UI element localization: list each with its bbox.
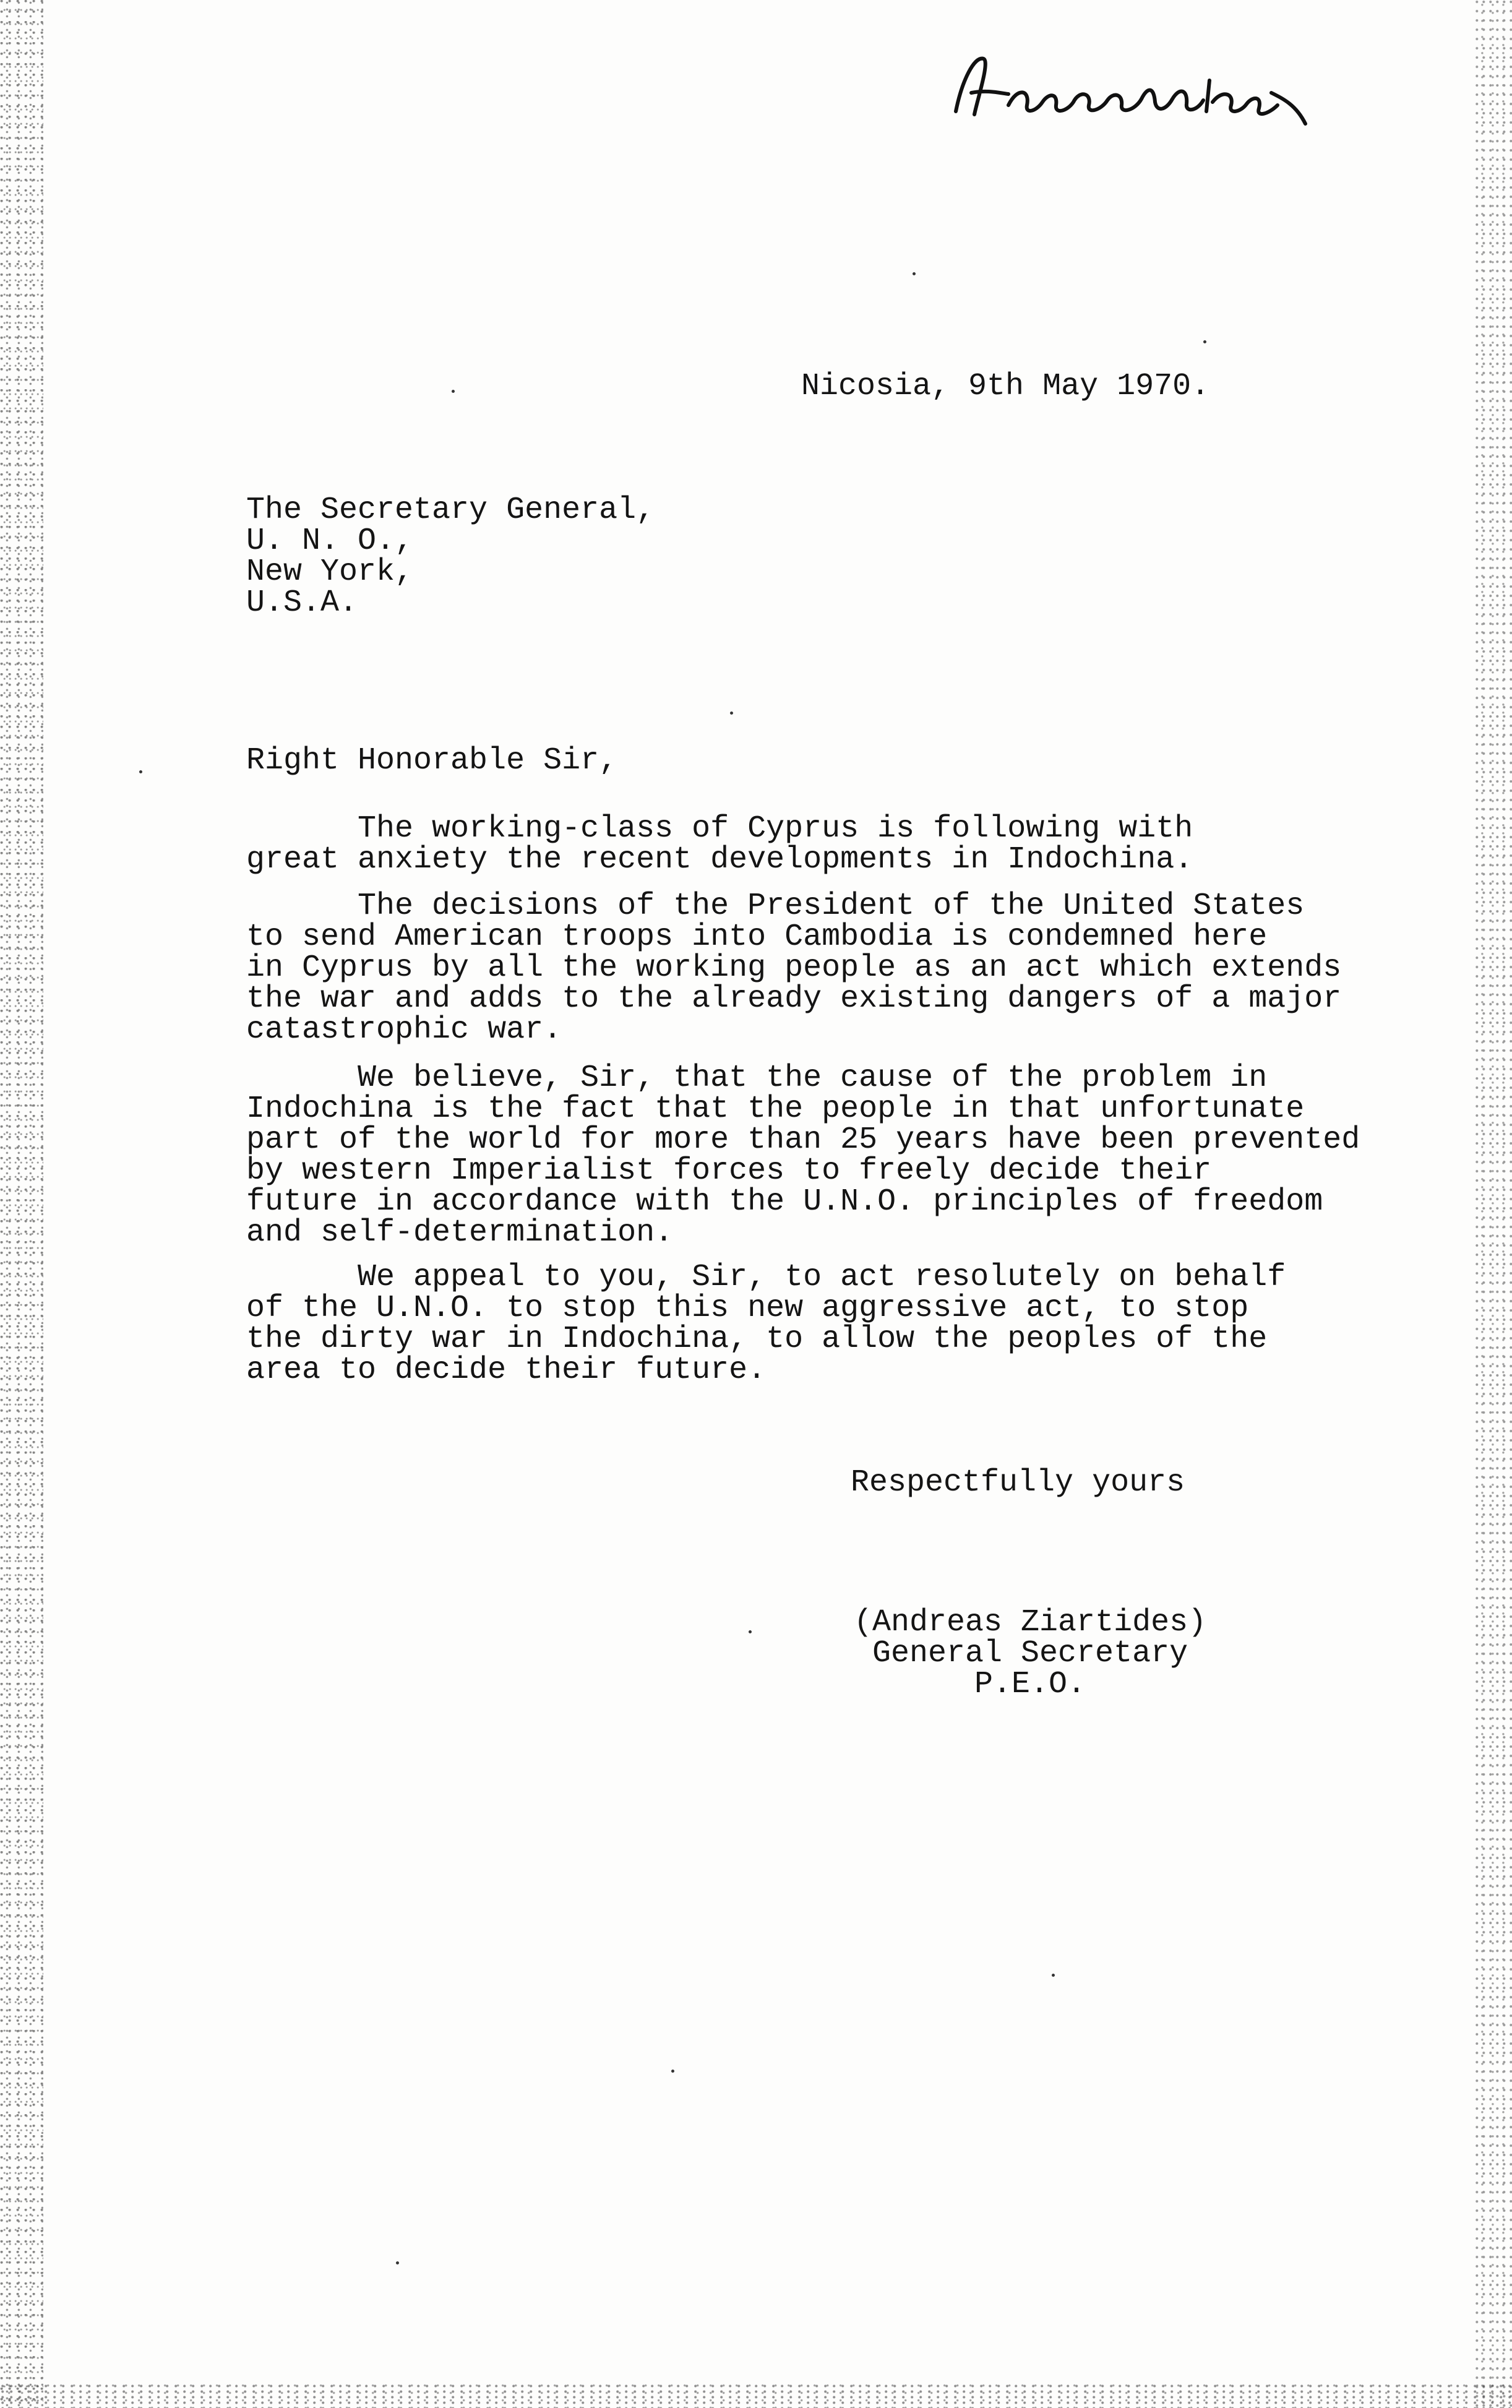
- paragraph-1: [246, 811, 1193, 877]
- recipient-line: U. N. O.,: [246, 523, 414, 559]
- paragraph-3: [246, 1060, 1360, 1250]
- handwritten-signature-mark: [950, 43, 1321, 142]
- paragraph-line: the war and adds to the already existing dangers of a major: [246, 981, 1342, 1017]
- scan-speck: [730, 712, 733, 715]
- paragraph-line: great anxiety the recent developments in Indochina.: [246, 842, 1193, 877]
- scan-speck: [1203, 340, 1206, 343]
- recipient-line: U.S.A.: [246, 585, 358, 621]
- signatory-name: (Andreas Ziartides): [854, 1605, 1207, 1640]
- scan-speck: [452, 390, 455, 393]
- paragraph-line: area to decide their future.: [246, 1352, 767, 1388]
- paragraph-4: [246, 1262, 1286, 1386]
- paragraph-line: future in accordance with the U.N.O. principles of freedom: [246, 1184, 1323, 1219]
- paragraph-line: the dirty war in Indochina, to allow the peoples of the: [246, 1322, 1268, 1357]
- scan-speck: [1052, 1974, 1055, 1977]
- scan-speck: [671, 2070, 674, 2073]
- recipient-address: [246, 492, 655, 621]
- paragraph-line: to send American troops into Cambodia is condemned here: [246, 919, 1268, 955]
- scan-edge-right: [1475, 0, 1512, 2408]
- paragraph-line: The working-class of Cyprus is following with: [246, 811, 1193, 846]
- signatory-org: P.E.O.: [974, 1667, 1086, 1702]
- paragraph-line: catastrophic war.: [246, 1012, 562, 1047]
- paragraph-line: by western Imperialist forces to freely decide their: [246, 1153, 1212, 1189]
- paragraph-line: in Cyprus by all the working people as an act which extends: [246, 950, 1342, 986]
- place-date: Nicosia, 9th May 1970.: [801, 369, 1210, 404]
- paragraph-line: Indochina is the fact that the people in that unfortunate: [246, 1091, 1305, 1127]
- paragraph-2: [246, 888, 1342, 1047]
- recipient-line: New York,: [246, 554, 414, 590]
- signatory-block: [854, 1607, 1206, 1700]
- paragraph-line: The decisions of the President of the United States: [246, 888, 1305, 924]
- recipient-line: The Secretary General,: [246, 492, 655, 528]
- salutation: Right Honorable Sir,: [246, 743, 618, 778]
- scan-edge-bottom: [0, 2383, 1512, 2408]
- paragraph-line: part of the world for more than 25 years have been prevented: [246, 1122, 1360, 1158]
- scan-speck: [749, 1630, 752, 1633]
- signatory-title: General Secretary: [872, 1636, 1188, 1671]
- paragraph-line: of the U.N.O. to stop this new aggressive act, to stop: [246, 1291, 1249, 1326]
- scan-speck: [913, 272, 916, 275]
- scan-speck: [139, 770, 142, 773]
- scan-edge-left: [0, 0, 43, 2408]
- paragraph-line: We appeal to you, Sir, to act resolutely on behalf: [246, 1260, 1286, 1295]
- paragraph-line: and self-determination.: [246, 1215, 674, 1250]
- paragraph-line: We believe, Sir, that the cause of the problem in: [246, 1060, 1268, 1096]
- scan-speck: [396, 2261, 399, 2264]
- closing: Respectfully yours: [851, 1465, 1185, 1500]
